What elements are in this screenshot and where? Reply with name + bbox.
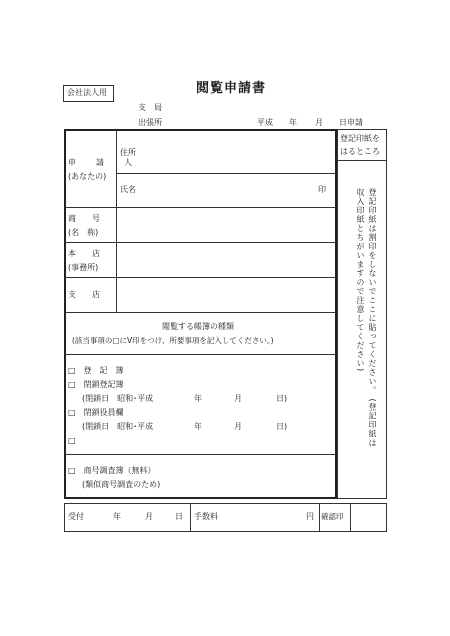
closed-date-day-1: 日) (276, 394, 288, 403)
footer-check-seal-label: 確認印 (321, 512, 344, 521)
divider-books-heading (65, 354, 336, 355)
book-item-trade-survey[interactable]: □ 商号調査簿（無料） (68, 466, 156, 475)
books-heading: 閲覧する帳簿の種類 (162, 322, 234, 331)
trade-survey-sub: (類似商号調査のため) (82, 480, 161, 489)
footer-year-unit: 年 (113, 512, 121, 521)
trade-name-sub: (名 称) (68, 228, 99, 237)
divider-trade-end (65, 242, 336, 243)
footer-yen-unit: 円 (306, 512, 314, 521)
closed-date-label-1: (閉鎖日 昭和･平成 (82, 394, 154, 403)
closed-date-month-2: 月 (234, 422, 242, 431)
footer-divider-1 (190, 503, 191, 532)
form-title: 閲覧申請書 (196, 81, 267, 96)
divider-survey (65, 454, 336, 455)
footer-day-unit: 日 (175, 512, 183, 521)
stamp-label-line1: 登記印紙を (340, 134, 380, 143)
footer-month-unit: 月 (145, 512, 153, 521)
divider-branch-end (65, 312, 336, 313)
corporate-use-label: 会社法人用 (67, 88, 107, 97)
book-item-closed-officers[interactable]: □ 閉鎖役員欄 (68, 408, 124, 417)
closed-date-month-1: 月 (234, 394, 242, 403)
date-month-unit: 月 (315, 118, 323, 127)
applicant-label-sub: (あなたの) (68, 172, 107, 181)
footer-received-label: 受付 (68, 512, 84, 521)
book-item-register[interactable]: □ 登 記 簿 (68, 366, 124, 375)
closed-date-day-2: 日) (276, 422, 288, 431)
head-office-sub: (事務所) (68, 263, 99, 272)
footer-divider-2 (319, 503, 320, 532)
closed-date-year-1: 年 (194, 394, 202, 403)
closed-date-label-2: (閉鎖日 昭和･平成 (82, 422, 154, 431)
office-sub-label: 出張所 (138, 118, 162, 127)
trade-name-label: 商 号 (68, 214, 100, 223)
date-year-unit: 年 (289, 118, 297, 127)
address-label: 住所 (120, 148, 136, 157)
books-instruction: (該当事項の□にV印をつけ、所要事項を記入してください。) (72, 336, 274, 345)
stamp-note (352, 188, 378, 448)
date-era: 平成 (257, 118, 273, 127)
footer-fee-label: 手数料 (194, 512, 218, 521)
divider-applicant-end (65, 207, 336, 208)
stamp-note-2: (登記印紙は収入印紙とちがいますので注意してください) (356, 188, 377, 448)
stamp-label-divider (337, 160, 387, 161)
divider-address-name (116, 173, 336, 174)
head-office-label: 本 店 (68, 249, 100, 258)
stamp-note-1: 登記印紙は割印をしないでここに貼ってください。 (368, 188, 377, 395)
name-label: 氏名 (120, 185, 136, 194)
office-branch-label: 支 局 (138, 103, 162, 112)
footer-divider-3 (350, 503, 351, 532)
date-apply-unit: 日申請 (339, 118, 363, 127)
applicant-label: 申 請 人 (68, 158, 138, 167)
main-form-box (64, 129, 337, 499)
stamp-label-line2: はるところ (340, 147, 380, 156)
book-item-blank[interactable]: □ (68, 436, 76, 445)
seal-mark: 印 (318, 185, 326, 194)
book-item-closed-register[interactable]: □ 閉鎖登記簿 (68, 380, 124, 389)
divider-headoffice-end (65, 277, 336, 278)
branch-label: 支 店 (68, 290, 100, 299)
closed-date-year-2: 年 (194, 422, 202, 431)
